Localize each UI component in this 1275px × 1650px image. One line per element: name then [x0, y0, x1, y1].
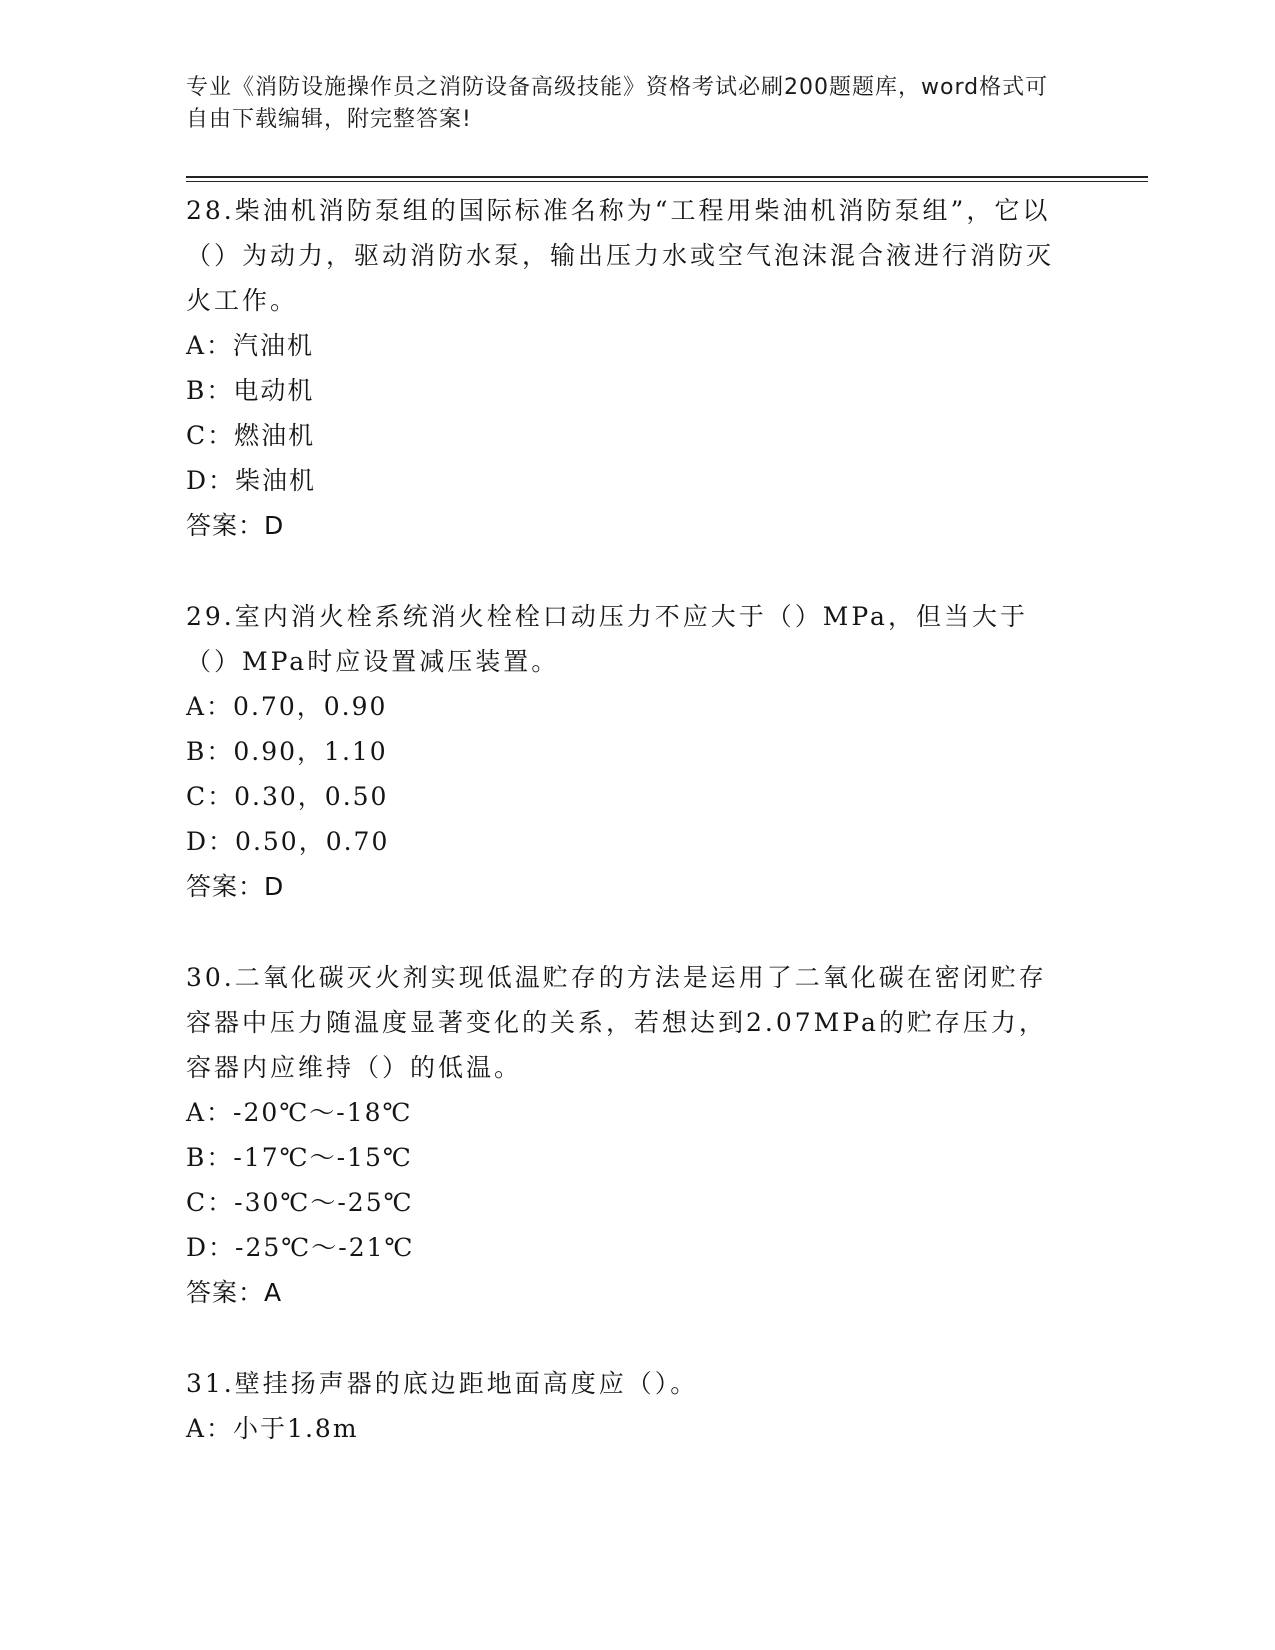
option-b: B：0.90，1.10 [186, 737, 388, 766]
option-d: D：-25℃～-21℃ [186, 1233, 415, 1262]
question-stem: 30.二氧化碳灭火剂实现低温贮存的方法是运用了二氧化碳在密闭贮存容器中压力随温度显著变化的关系，若想达到2.07MPa的贮存压力，容器内应维持（）的低温。 [186, 963, 1047, 1082]
option-d: D：柴油机 [186, 466, 317, 495]
option-b: B：-17℃～-15℃ [186, 1143, 413, 1172]
answer: 答案：D [186, 872, 285, 901]
question-stem: 31.壁挂扬声器的底边距地面高度应（）。 [186, 1369, 699, 1398]
option-a: A：汽油机 [186, 331, 315, 360]
question-stem: 29.室内消火栓系统消火栓栓口动压力不应大于（）MPa，但当大于（）MPa时应设置减压装置。 [186, 602, 1028, 676]
question-29 [186, 594, 1066, 909]
option-c: C：0.30，0.50 [186, 782, 389, 811]
option-a: A：0.70，0.90 [186, 692, 388, 721]
question-30 [186, 955, 1066, 1315]
option-a: A：-20℃～-18℃ [186, 1098, 413, 1127]
header-rule-thick [186, 176, 1148, 178]
answer: 答案：D [186, 511, 285, 540]
question-list [186, 188, 1066, 1497]
option-d: D：0.50，0.70 [186, 827, 390, 856]
document-header: 专业《消防设施操作员之消防设备高级技能》资格考试必刷200题题库，word格式可自由下载编辑，附完整答案! [186, 75, 1049, 132]
question-31 [186, 1361, 1066, 1451]
answer: 答案：A [186, 1278, 283, 1307]
option-a: A：小于1.8m [186, 1414, 359, 1443]
option-c: C：燃油机 [186, 421, 316, 450]
option-c: C：-30℃～-25℃ [186, 1188, 414, 1217]
question-stem: 28.柴油机消防泵组的国际标准名称为“工程用柴油机消防泵组”，它以（）为动力，驱动消防水泵，输出压力水或空气泡沫混合液进行消防灭火工作。 [186, 196, 1055, 315]
header-rule-thin [186, 181, 1148, 182]
option-b: B：电动机 [186, 376, 315, 405]
question-28 [186, 188, 1066, 548]
